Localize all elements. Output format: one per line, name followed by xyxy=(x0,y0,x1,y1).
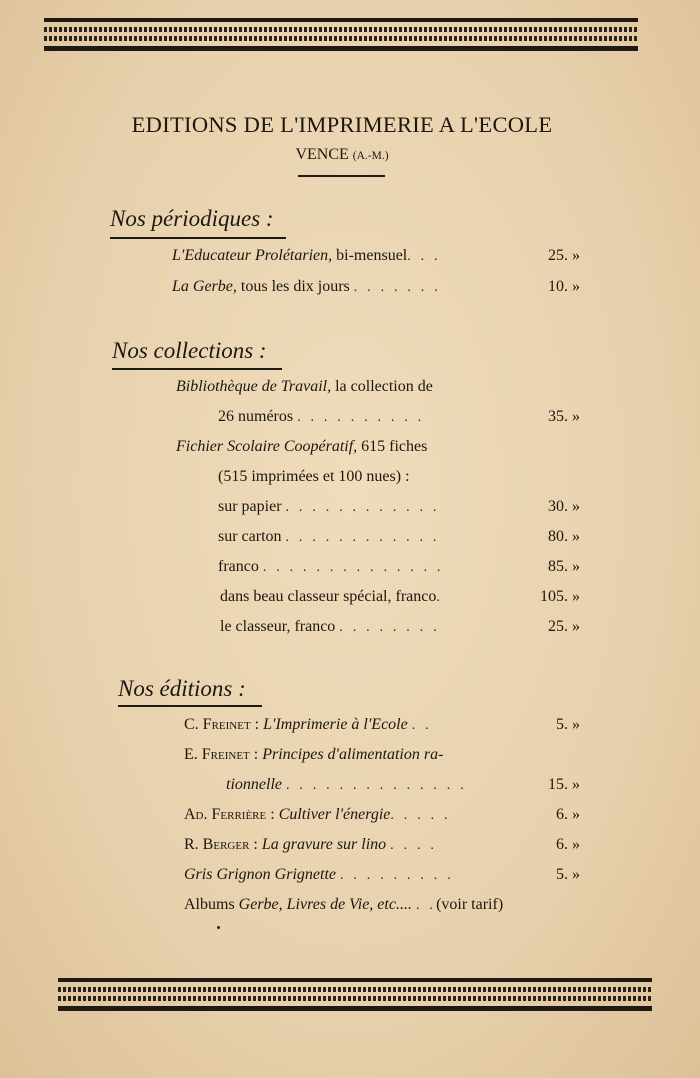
price: 80. » xyxy=(548,528,580,545)
price: 30. » xyxy=(548,498,580,515)
list-item: E. Freinet : Principes d'alimentation ra- xyxy=(184,746,444,763)
list-item: (515 imprimées et 100 nues) : xyxy=(218,468,410,485)
list-item: franco . . . . . . . . . . . . . . xyxy=(218,558,444,575)
title-divider xyxy=(298,175,385,177)
list-item: Bibliothèque de Travail, la collection de xyxy=(176,378,433,395)
print-speck xyxy=(217,926,220,929)
section-heading-collections: Nos collections : xyxy=(112,338,267,363)
list-item: La Gerbe, tous les dix jours . . . . . . . xyxy=(172,278,441,295)
price: 6. » xyxy=(556,806,580,823)
bottom-border xyxy=(0,978,700,1014)
price: 15. » xyxy=(548,776,580,793)
list-item: sur carton . . . . . . . . . . . . xyxy=(218,528,440,545)
section-heading-editions: Nos éditions : xyxy=(118,676,246,701)
price: 35. » xyxy=(548,408,580,425)
publisher-town xyxy=(0,146,684,164)
list-item: tionnelle . . . . . . . . . . . . . . xyxy=(226,776,467,793)
price: 25. » xyxy=(548,247,580,264)
section-underline xyxy=(110,237,286,239)
town-dept: (A.-M.) xyxy=(352,150,389,162)
section-underline xyxy=(118,705,262,707)
list-item: le classeur, franco . . . . . . . . xyxy=(220,618,440,635)
list-item: Albums Gerbe, Livres de Vie, etc.... . .(voir tarif) xyxy=(184,896,504,913)
list-item: Fichier Scolaire Coopératif, 615 fiches xyxy=(176,438,428,455)
price: 5. » xyxy=(556,866,580,883)
list-item: R. Berger : La gravure sur lino . . . . xyxy=(184,836,438,853)
price: 5. » xyxy=(556,716,580,733)
price: 10. » xyxy=(548,278,580,295)
list-item: 26 numéros . . . . . . . . . . xyxy=(218,408,425,425)
town-name: VENCE xyxy=(295,146,349,163)
list-item: Gris Grignon Grignette . . . . . . . . . xyxy=(184,866,454,883)
section-underline xyxy=(112,368,282,370)
price: 85. » xyxy=(548,558,580,575)
top-border xyxy=(0,18,700,54)
price: 6. » xyxy=(556,836,580,853)
price: 25. » xyxy=(548,618,580,635)
list-item: dans beau classeur spécial, franco. xyxy=(220,588,444,605)
list-item: sur papier . . . . . . . . . . . . xyxy=(218,498,440,515)
price: 105. » xyxy=(540,588,580,605)
section-heading-periodiques: Nos périodiques : xyxy=(110,206,274,231)
list-item: L'Educateur Prolétarien, bi-mensuel. . . xyxy=(172,247,441,264)
publisher-name: EDITIONS DE L'IMPRIMERIE A L'ECOLE xyxy=(131,112,553,137)
list-item: C. Freinet : L'Imprimerie à l'Ecole . . xyxy=(184,716,432,733)
list-item: Ad. Ferrière : Cultiver l'énergie. . . . . xyxy=(184,806,451,823)
